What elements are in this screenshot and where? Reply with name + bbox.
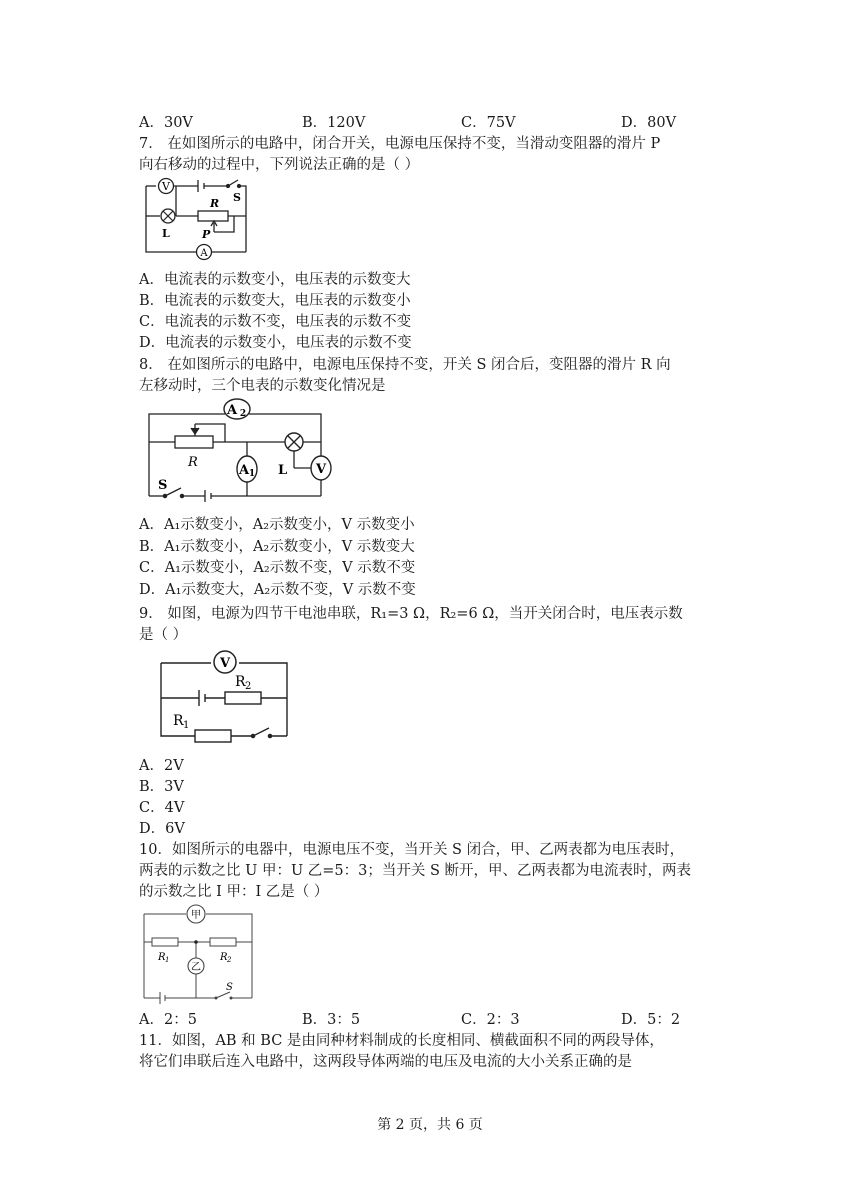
q7-resistor-label: R bbox=[210, 197, 220, 210]
q7-option-a: A．电流表的示数变小，电压表的示数变大 bbox=[139, 272, 411, 288]
q8-option-d: D．A₁示数变大，A₂示数不变，V 示数不变 bbox=[139, 582, 416, 598]
q10-switch-label: S bbox=[226, 982, 233, 993]
q8-ammeter1-label: A bbox=[238, 463, 250, 478]
q10-r2-label: R bbox=[220, 952, 228, 963]
q8-stem-line2: 左移动时，三个电表的示数变化情况是 bbox=[139, 378, 386, 394]
q6-option-b: B．120V bbox=[302, 115, 366, 131]
q9-r2-sub: 2 bbox=[245, 681, 252, 692]
q8-stem-line1: 8． 在如图所示的电路中，电源电压保持不变，开关 S 闭合后，变阻器的滑片 R 向 bbox=[139, 357, 671, 373]
q8-circuit-figure bbox=[145, 396, 335, 508]
q9-r1-label: R bbox=[173, 713, 184, 729]
q7-ammeter-label: A bbox=[200, 248, 208, 259]
q7-circuit-figure bbox=[138, 176, 258, 264]
q10-r2-sub: 2 bbox=[227, 956, 232, 964]
q7-option-b: B．电流表的示数变大，电压表的示数变小 bbox=[139, 293, 411, 309]
q10-yi-meter-label: 乙 bbox=[191, 962, 201, 973]
q6-option-d: D．80V bbox=[621, 115, 677, 131]
q8-ammeter2-sub: 2 bbox=[239, 409, 247, 419]
q9-option-a: A．2V bbox=[139, 758, 184, 774]
q8-option-a: A．A₁示数变小，A₂示数变小，V 示数变小 bbox=[139, 517, 415, 533]
q8-lamp-label: L bbox=[278, 463, 288, 478]
q6-option-c: C．75V bbox=[461, 115, 516, 131]
q8-resistor-label: R bbox=[188, 455, 198, 470]
q9-circuit-figure bbox=[155, 646, 295, 746]
q10-circuit-figure bbox=[140, 902, 260, 1006]
q11-stem-line1: 11．如图，AB 和 BC 是由同种材料制成的长度相同、横截面积不同的两段导体， bbox=[139, 1033, 664, 1049]
q10-option-b: B．3：5 bbox=[302, 1012, 361, 1028]
q11-stem-line2: 将它们串联后连入电路中，这两段导体两端的电压及电流的大小关系正确的是 bbox=[139, 1054, 632, 1070]
q8-switch-label: S bbox=[158, 478, 168, 493]
q7-stem-line2: 向右移动的过程中，下列说法正确的是（ ） bbox=[139, 157, 420, 173]
q8-ammeter1-sub: 1 bbox=[248, 469, 256, 479]
q7-switch-label: S bbox=[233, 191, 241, 204]
q10-option-c: C．2：3 bbox=[461, 1012, 520, 1028]
q9-option-b: B．3V bbox=[139, 779, 184, 795]
q10-option-a: A．2：5 bbox=[139, 1012, 197, 1028]
q10-stem-line2: 两表的示数之比 U 甲：U 乙=5：3；当开关 S 断开，甲、乙两表都为电流表时，两表 bbox=[139, 863, 692, 879]
q8-option-b: B．A₁示数变小，A₂示数变小，V 示数变大 bbox=[139, 539, 415, 555]
q7-lamp-label: L bbox=[162, 227, 170, 240]
q7-voltmeter-label: V bbox=[162, 180, 170, 193]
q8-option-c: C．A₁示数变小，A₂示数不变，V 示数不变 bbox=[139, 560, 416, 576]
q9-voltmeter-label: V bbox=[219, 656, 231, 671]
q7-stem-line1: 7． 在如图所示的电路中，闭合开关，电源电压保持不变，当滑动变阻器的滑片 P bbox=[139, 136, 661, 152]
q9-stem-line1: 9． 如图，电源为四节干电池串联，R₁=3 Ω，R₂=6 Ω，当开关闭合时，电压表示数 bbox=[139, 606, 683, 622]
q10-stem-line1: 10．如图所示的电器中，电源电压不变，当开关 S 闭合，甲、乙两表都为电压表时， bbox=[139, 842, 685, 858]
q10-stem-line3: 的示数之比 I 甲：I 乙是（ ） bbox=[139, 884, 329, 900]
q7-option-d: D．电流表的示数变小，电压表的示数不变 bbox=[139, 335, 412, 351]
q10-jia-meter-label: 甲 bbox=[191, 910, 201, 921]
q7-slider-label: P bbox=[202, 228, 211, 241]
q9-stem-line2: 是（ ） bbox=[139, 627, 188, 643]
q9-r1-sub: 1 bbox=[183, 720, 190, 731]
q10-r1-sub: 1 bbox=[165, 956, 170, 964]
q10-option-d: D．5：2 bbox=[621, 1012, 681, 1028]
q10-r1-label: R bbox=[158, 952, 166, 963]
q9-r2-label: R bbox=[235, 674, 246, 690]
page-footer: 第 2 页，共 6 页 bbox=[377, 1117, 483, 1133]
q8-ammeter2-label: A bbox=[226, 403, 238, 418]
q7-option-c: C．电流表的示数不变，电压表的示数不变 bbox=[139, 314, 412, 330]
q8-voltmeter-label: V bbox=[315, 462, 327, 477]
q9-option-d: D．6V bbox=[139, 821, 185, 837]
q6-option-a: A．30V bbox=[139, 115, 193, 131]
q9-option-c: C．4V bbox=[139, 800, 185, 816]
